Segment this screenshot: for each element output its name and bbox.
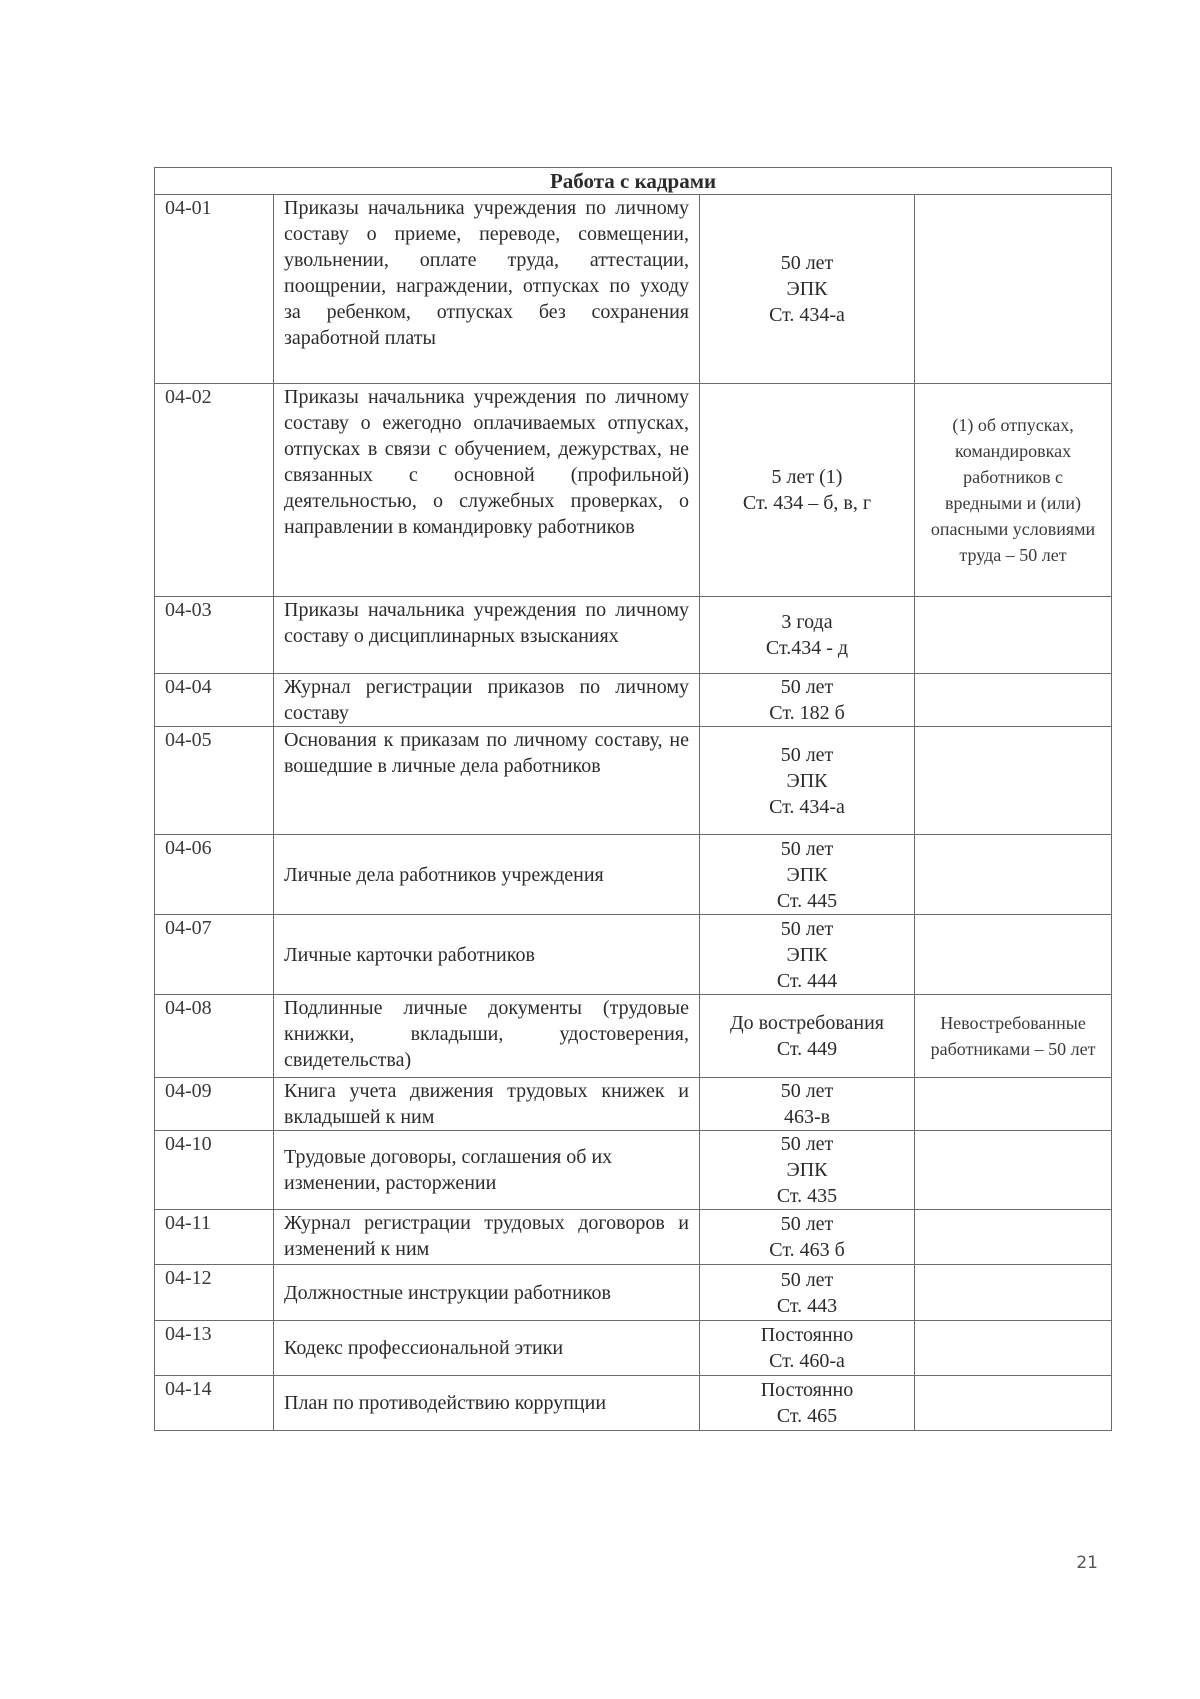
- retention-term-line: 50 лет: [780, 837, 834, 860]
- table-row: [155, 195, 1112, 384]
- retention-term-line: 50 лет: [780, 1213, 834, 1235]
- row-document-name: План по противодействию коррупции: [274, 1376, 700, 1431]
- row-document-name: Кодекс профессиональной этики: [274, 1321, 700, 1376]
- row-document-name: Основания к приказам по личному составу, не вошедшие в личные дела работников: [274, 727, 700, 835]
- row-retention-term: [700, 1078, 915, 1131]
- retention-term-line: 50 лет: [780, 917, 834, 940]
- retention-term-line: 463-в: [783, 1106, 831, 1128]
- row-document-name: Личные карточки работников: [274, 915, 700, 995]
- row-code: 04-12: [155, 1265, 274, 1321]
- table-title: Работа с кадрами: [155, 168, 1112, 195]
- row-code: 04-10: [155, 1131, 274, 1210]
- retention-term-line: Ст. 443: [776, 1294, 838, 1317]
- row-document-name: Журнал регистрации приказов по личному составу: [274, 674, 700, 727]
- row-note: [915, 835, 1112, 915]
- row-document-name: Личные дела работников учреждения: [274, 835, 700, 915]
- retention-term-line: Постоянно: [760, 1379, 854, 1401]
- row-code: 04-05: [155, 727, 274, 835]
- table-row: [155, 915, 1112, 995]
- row-retention-term: [700, 835, 915, 915]
- retention-term-line: 5 лет (1): [771, 466, 843, 488]
- retention-term-line: ЭПК: [786, 1159, 828, 1181]
- retention-term-line: ЭПК: [786, 769, 828, 792]
- retention-term-line: ЭПК: [786, 863, 828, 886]
- table-row: [155, 1210, 1112, 1265]
- row-retention-term: [700, 597, 915, 674]
- row-code: 04-04: [155, 674, 274, 727]
- row-document-name: Книга учета движения трудовых книжек и вкладышей к ним: [274, 1078, 700, 1131]
- table-row: [155, 727, 1112, 835]
- retention-term-line: 50 лет: [780, 1268, 834, 1291]
- retention-term-line: ЭПК: [786, 278, 828, 300]
- retention-term-line: Постоянно: [760, 1324, 854, 1346]
- row-note: [915, 1321, 1112, 1376]
- row-note: [915, 1210, 1112, 1265]
- row-note: [915, 1376, 1112, 1431]
- row-retention-term: [700, 727, 915, 835]
- row-retention-term: [700, 915, 915, 995]
- row-document-name: Приказы начальника учреждения по личному составу о дисциплинарных взысканиях: [274, 597, 700, 674]
- row-retention-term: [700, 384, 915, 597]
- row-retention-term: [700, 1131, 915, 1210]
- row-document-name: Трудовые договоры, соглашения об их изменении, расторжении: [274, 1131, 700, 1210]
- table-row: [155, 1078, 1112, 1131]
- retention-term-line: Ст. 444: [776, 969, 838, 992]
- page-number: 21: [1076, 1553, 1098, 1573]
- row-note: [915, 597, 1112, 674]
- row-retention-term: [700, 1265, 915, 1321]
- row-code: 04-03: [155, 597, 274, 674]
- row-note: [915, 674, 1112, 727]
- retention-term-line: ЭПК: [786, 943, 828, 966]
- table-row: [155, 835, 1112, 915]
- row-document-name: Журнал регистрации трудовых договоров и изменений к ним: [274, 1210, 700, 1265]
- row-document-name: Приказы начальника учреждения по личному составу о ежегодно оплачиваемых отпусках, отпусках в связи с обучением, дежурствах, не связанных с основной (профильной) деятельностью, о служебных проверках, о направлении в командировку работников: [274, 384, 700, 597]
- row-note: [915, 1265, 1112, 1321]
- retention-term-line: Ст. 434 – б, в, г: [742, 492, 872, 514]
- row-code: 04-08: [155, 995, 274, 1078]
- row-retention-term: [700, 195, 915, 384]
- row-retention-term: [700, 1210, 915, 1265]
- row-retention-term: [700, 1376, 915, 1431]
- row-code: 04-11: [155, 1210, 274, 1265]
- retention-term-line: До востребования: [729, 1012, 885, 1034]
- table-row: [155, 597, 1112, 674]
- row-note: [915, 1078, 1112, 1131]
- records-table: [154, 167, 1112, 1431]
- row-code: 04-06: [155, 835, 274, 915]
- table-row: [155, 1321, 1112, 1376]
- row-document-name: Должностные инструкции работников: [274, 1265, 700, 1321]
- row-code: 04-13: [155, 1321, 274, 1376]
- row-note: (1) об отпусках, командировках работников с вредными и (или) опасными условиями труда – 50 лет: [915, 384, 1112, 597]
- row-note: [915, 727, 1112, 835]
- row-code: 04-14: [155, 1376, 274, 1431]
- row-note: [915, 195, 1112, 384]
- retention-term-line: Ст. 434-а: [769, 795, 845, 818]
- retention-term-line: 50 лет: [780, 252, 834, 274]
- row-retention-term: [700, 674, 915, 727]
- row-code: 04-02: [155, 384, 274, 597]
- row-document-name: Подлинные личные документы (трудовые книжки, вкладыши, удостоверения, свидетельства): [274, 995, 700, 1078]
- retention-term-line: Ст.434 - д: [765, 637, 849, 659]
- table-row: [155, 1131, 1112, 1210]
- retention-term-line: 50 лет: [780, 743, 834, 766]
- table-row: [155, 995, 1112, 1078]
- retention-term-line: 50 лет: [780, 1080, 834, 1102]
- retention-term-line: 50 лет: [780, 676, 834, 698]
- row-document-name: Приказы начальника учреждения по личному составу о приеме, переводе, совмещении, увольнении, оплате труда, аттестации, поощрении, награждении, отпусках по уходу за ребенком, отпусках без сохранения заработной платы: [274, 195, 700, 384]
- row-note: [915, 915, 1112, 995]
- retention-term-line: Ст. 434-а: [769, 304, 845, 326]
- row-retention-term: [700, 1321, 915, 1376]
- retention-term-line: Ст. 465: [776, 1405, 838, 1427]
- retention-term-line: Ст. 435: [776, 1185, 838, 1207]
- retention-term-line: Ст. 460-а: [769, 1350, 845, 1372]
- table-title-row: [155, 168, 1112, 195]
- retention-term-line: Ст. 449: [776, 1038, 838, 1060]
- row-code: 04-01: [155, 195, 274, 384]
- table-row: [155, 674, 1112, 727]
- retention-term-line: Ст. 445: [776, 889, 838, 912]
- row-retention-term: [700, 995, 915, 1078]
- retention-term-line: Ст. 182 б: [769, 702, 845, 724]
- row-note: Невостребованные работниками – 50 лет: [915, 995, 1112, 1078]
- row-code: 04-09: [155, 1078, 274, 1131]
- row-code: 04-07: [155, 915, 274, 995]
- table-row: [155, 1376, 1112, 1431]
- table-row: [155, 1265, 1112, 1321]
- table-row: [155, 384, 1112, 597]
- row-note: [915, 1131, 1112, 1210]
- retention-term-line: Ст. 463 б: [769, 1239, 845, 1261]
- retention-term-line: 3 года: [781, 611, 833, 633]
- retention-term-line: 50 лет: [780, 1133, 834, 1155]
